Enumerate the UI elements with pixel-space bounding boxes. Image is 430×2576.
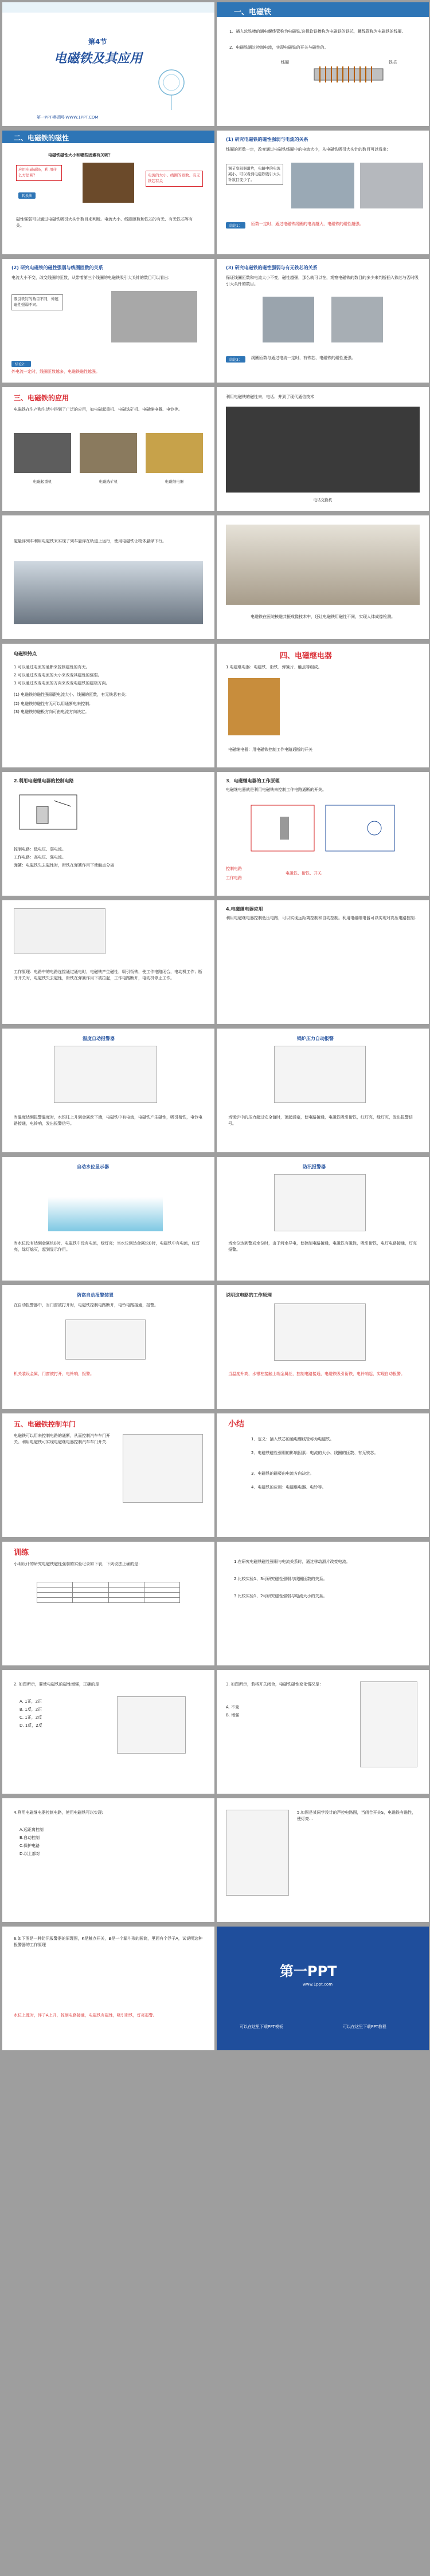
pressure-text: 当锅炉中的压力超过安全值时，顶起活塞，使电路接通，电磁铁吸引衔铁，红灯亮，绿灯灭，发出报警信号。 xyxy=(228,1115,413,1126)
method-tag: 转换法 xyxy=(18,192,36,199)
slide-heading: 2.利用电磁继电器的控制电路 xyxy=(14,778,74,783)
coil-label: 线圈 xyxy=(281,60,289,65)
exercise-text: 小明设计的研究电磁铁磁性强弱的实验记录如下表，下列说法正确的是： xyxy=(14,1562,142,1566)
switchboard-photo xyxy=(226,407,420,493)
slide-heading: 防盗自动报警装置 xyxy=(77,1293,114,1298)
option-c: C. 1正，2反 xyxy=(19,1715,42,1720)
apparatus-photo xyxy=(83,163,134,203)
slide-question-3 xyxy=(217,1670,429,1794)
slide-heading: 3．电磁继电器的工作原理 xyxy=(226,778,280,783)
control-text: 2．电磁铁通过控制电流，实现电磁铁的开关与磁性的。 xyxy=(229,45,329,50)
decor-strip xyxy=(2,2,214,13)
conclusion-text: 磁性强弱可以通过电磁铁吸引大头针数目来判断。电流大小、线圈匝数和铁芯的有无、有无铁芯等有关。 xyxy=(16,217,193,228)
slide-heading: 三、电磁铁的应用 xyxy=(14,394,69,402)
car-door-diagram xyxy=(123,1434,203,1503)
slide-telephone xyxy=(217,387,429,511)
question-diagram xyxy=(226,1810,289,1896)
principle-text: 电磁继电器就是利用电磁铁来控制工作电路通断的开关。 xyxy=(226,787,326,792)
experiment-photo-1 xyxy=(263,297,314,342)
car-door-text: 电磁铁可以用来控制电路的通断，从而控制汽车车门开关。利用电磁铁可实现电磁继电器控制汽车车门开关. xyxy=(14,1433,110,1444)
question-text: 6.如下图是一种防汛报警器的原理图，K是触点开关，B是一个漏斗形的圆筒，里面有个浮子A，试说明这种报警器的工作原理 xyxy=(14,1936,202,1947)
mri-text: 电磁铁在医院核磁共振成像技术中，还让电磁铁用磁性不同，实现人体成像检测。 xyxy=(251,615,395,619)
experiment-photo-2 xyxy=(360,163,423,208)
answer-text: 水位上涨时，浮子A上升，控制电路接通，电磁铁有磁性，吸引衔铁，灯亮报警。 xyxy=(14,2013,157,2018)
work-text: 工作电路：高电压、强电流。 xyxy=(14,855,66,860)
option-c: C.保护电路 xyxy=(19,1844,40,1848)
brand-url: www.1ppt.com xyxy=(303,1982,333,1987)
relay-caption: 电磁继电器：用电磁铁控制工作电路通断的开关 xyxy=(228,747,312,752)
slide-mri xyxy=(217,515,429,639)
question-text: 3. 如图所示，若将开关闭合，电磁铁磁性变化情况是： xyxy=(226,1682,323,1687)
question-text: 5.如图是某同学设计的声控电路图，当闭合开关S，电磁铁有磁性，使灯亮... xyxy=(297,1810,416,1821)
slide-relay-use xyxy=(217,900,429,1024)
experiment-text: 电流大小不变，改变线圈的匝数，从带着第三个线圈的电磁铁吸引大头针的数目可以看出： xyxy=(11,275,172,280)
spring-text: 弹簧：电磁铁失去磁性时，衔铁在弹簧作用下使触点分离 xyxy=(14,863,114,868)
slide-electromagnet xyxy=(217,2,429,126)
slide-car-door xyxy=(2,1413,214,1537)
feature-3: 3.可以通过改变电流的方向来改变电磁铁的磁极方向。 xyxy=(14,681,110,686)
conclusion-text: 匝数一定时，通过电磁铁线圈的电流越大，电磁铁的磁性越强。 xyxy=(251,222,363,226)
slide-explain-circuit xyxy=(217,1285,429,1409)
option-a: A. 1正，2正 xyxy=(19,1699,42,1704)
answer-2: 2.比较实验1、3可研究磁性强弱与线圈匝数的关系。 xyxy=(234,1577,327,1581)
mri-photo xyxy=(226,525,420,605)
experiment-photo xyxy=(111,291,197,342)
slide-work-principle xyxy=(2,900,214,1024)
conclusion-text: 外电流一定时，线圈匝数越多，电磁铁磁性越强。 xyxy=(11,369,100,374)
work-diagram xyxy=(14,908,105,954)
slide-summary xyxy=(217,1413,429,1537)
alarm-diagram xyxy=(54,1046,157,1103)
slide-heading: 五、电磁铁控制车门 xyxy=(14,1420,76,1428)
explain-answer: 当温度升高，水银柱接触上端金属丝，控制电路接通，电磁铁吸引衔铁，电铃响起，实现自动报警。 xyxy=(228,1372,405,1376)
slide-features xyxy=(2,644,214,767)
conclusion-tag: 结论3： xyxy=(226,356,245,363)
slide-burglar-alarm xyxy=(2,1285,214,1409)
experiment-photo-2 xyxy=(331,297,383,342)
relay-photo xyxy=(228,678,280,735)
core-label: 铁芯 xyxy=(389,60,397,65)
control-label: 控制电路 xyxy=(226,866,242,871)
slide-temp-alarm xyxy=(2,1029,214,1152)
relay-caption: 电磁继电器 xyxy=(165,479,184,484)
conclusion-tag: 结论2： xyxy=(11,361,31,367)
slide-heading: 电磁铁特点 xyxy=(14,651,37,656)
dandelion-illustration xyxy=(146,60,197,111)
summary-4: 4．电磁铁的应用：电磁继电器、电铃等。 xyxy=(251,1485,326,1490)
control-text: 控制电路：低电压、弱电流。 xyxy=(14,847,66,852)
water-text: 当水位没有达到金属块B时，电磁铁中没有电流，绿灯亮；当水位到达金属块B时，电磁铁中有电流，红灯亮，绿灯熄灭，起到显示作用。 xyxy=(14,1241,200,1252)
slide-heading: 小结 xyxy=(228,1420,244,1429)
slide-cover xyxy=(2,2,214,126)
slide-turns-relation xyxy=(2,259,214,383)
crane-photo xyxy=(14,433,71,473)
option-d: D.以上都对 xyxy=(19,1852,40,1856)
slide-applications xyxy=(2,387,214,511)
slide-heading: 温度自动报警器 xyxy=(83,1036,115,1041)
template-link[interactable]: 可以在这里下载PPT模板 xyxy=(240,2024,283,2029)
explain-diagram xyxy=(274,1303,366,1361)
telephone-text: 利用电磁铁的磁性来，电话、并到了现代通信技术 xyxy=(226,395,314,399)
option-b: B. 1反，2正 xyxy=(19,1707,42,1712)
conclusion-text: 线圈匝数与通过电流一定时，有铁芯，电磁铁的磁性更强。 xyxy=(251,356,355,360)
experiment-text: 线圈的匝数一定，改变通过电磁铁线圈中的电流大小，从电磁铁吸引大头针的数目可以看出： xyxy=(226,147,390,152)
slide-exercise xyxy=(2,1542,214,1665)
slide-heading: 二、电磁铁的磁性 xyxy=(14,134,69,142)
slide-heading: 锅炉压力自动报警 xyxy=(297,1036,334,1041)
answer-3: 3.比较实验1、2可研究磁性强弱与电流大小的关系。 xyxy=(234,1594,327,1598)
slide-question-5 xyxy=(217,1798,429,1922)
question-diagram xyxy=(360,1681,417,1767)
burglar-text: 在自动报警器中，当门窗被打开时，电磁铁控制电路断开，电铃电路接通，报警。 xyxy=(14,1303,158,1307)
slide-flood-alarm xyxy=(217,1157,429,1281)
question-text: 电磁铁磁性大小和哪些因素有关呢？ xyxy=(48,153,112,157)
slide-heading: (1) 研究电磁铁的磁性强弱与电流的关系 xyxy=(226,137,308,142)
slide-relay xyxy=(217,644,429,767)
pressure-diagram xyxy=(274,1046,366,1103)
slide-relay-principle xyxy=(217,772,429,896)
circuit-diagram xyxy=(14,789,83,835)
relay-photo xyxy=(146,433,203,473)
slide-heading: 4.电磁继电器应用 xyxy=(226,907,263,912)
option-a: A. 不变 xyxy=(226,1705,240,1710)
summary-1: 1．定义：插入铁芯的通电螺线管称为电磁铁。 xyxy=(251,1437,334,1441)
slide-heading: 自动水位显示器 xyxy=(77,1164,109,1169)
slide-core-relation xyxy=(217,259,429,383)
answer-1: 1.在研究电磁铁磁性强弱与电流关系时，通过移动滑片改变电流。 xyxy=(234,1559,350,1564)
option-d: D. 1反，2反 xyxy=(19,1723,42,1728)
feature-5: (2) 电磁铁的磁性有无可以用通断电来控制； xyxy=(14,702,93,706)
feature-6: (3) 电磁铁的磁极方向可由电流方向决定。 xyxy=(14,710,89,714)
burglar-answer: 机关装设金属，门窗被打开，电铃响，报警。 xyxy=(14,1372,94,1376)
slide-question-6 xyxy=(2,1927,214,2050)
work-text: 工作原理：电路中的电路连接通过通电时，电磁铁产生磁性，吸引衔铁，使工作电路闭合，电动机工作；断开开关时，电磁铁失去磁性，衔铁在弹簧作用下被拉起，工作电路断开，电动机停止工作。 xyxy=(14,970,202,980)
application-text: 电磁铁在生产和生活中得到了广泛的应用，如电磁起重机、电磁选矿机、电磁继电器、电铃等。 xyxy=(14,407,182,412)
separator-caption: 电磁选矿机 xyxy=(99,479,118,484)
slide-exercise-answers xyxy=(217,1542,429,1665)
principle-diagram xyxy=(245,799,400,857)
maglev-text: 磁悬浮列车利用电磁铁来实现了列车悬浮在轨道上运行，使用电磁铁让物体悬浮下行。 xyxy=(14,539,166,543)
brand-name: 第一PPT xyxy=(280,1963,337,1979)
work-label: 工作电路 xyxy=(226,876,242,880)
flood-text: 当水位达到警戒水位时，由于河水导电，使控制电路接通，电磁铁有磁性，吸引衔铁，电灯电路接通，灯亮报警。 xyxy=(228,1241,417,1252)
slide-control-circuit xyxy=(2,772,214,896)
slide-heading: (2) 研究电磁铁的磁性强弱与线圈匝数的关系 xyxy=(11,265,103,270)
water-diagram xyxy=(48,1174,163,1231)
slide-heading: 防汛报警器 xyxy=(303,1164,326,1169)
hint-box: 调节变阻器滑片，电路中的电流减小，可以看到电磁铁吸引大头针数目变少了。 xyxy=(226,164,283,185)
question-text: 4.利用电磁继电器控制电路，使用电磁铁可以实现: xyxy=(14,1810,104,1815)
question-text: 2. 如图所示，要使电磁铁的磁性增强，正确的是 xyxy=(14,1682,99,1687)
summary-3: 3．电磁铁的磁极由电流方向决定。 xyxy=(251,1471,314,1476)
experiment-text: 保证线圈匝数和电流大小不变，磁性越强，那么就可以在，观察电磁铁的数目的多少来判断插入铁芯与否时吸引大头针的数目。 xyxy=(226,275,419,286)
option-b: B.自动控制 xyxy=(19,1836,40,1840)
alarm-text: 当温度达到报警温度时，水银柱上升到金属丝下端，电磁铁中有电流，电磁铁产生磁性，吸引衔铁，电铃电路接通，电铃响，发出报警信号。 xyxy=(14,1115,202,1126)
slide-pressure-alarm xyxy=(217,1029,429,1152)
slide-heading: 说明这电路的工作原理 xyxy=(226,1293,272,1298)
slide-heading: 一、电磁铁 xyxy=(234,8,272,17)
slide-heading: 四、电磁继电器 xyxy=(280,652,333,660)
site-footer: 第一PPT模板网-WWW.1PPT.COM xyxy=(37,115,99,120)
coil-illustration xyxy=(297,57,400,92)
flood-diagram xyxy=(274,1174,366,1231)
experiment-table xyxy=(37,1582,180,1603)
slide-question-4 xyxy=(2,1798,214,1922)
component-label: 电磁铁、衔铁、开关 xyxy=(286,871,322,876)
slide-water-level xyxy=(2,1157,214,1281)
hint-box: 吸引铁钉的数目不同，伸展磁性强弱不同。 xyxy=(11,294,63,310)
tutorial-link[interactable]: 可以在这里下载PPT教程 xyxy=(343,2024,386,2029)
slide-maglev xyxy=(2,515,214,639)
option-b: B. 增强 xyxy=(226,1713,240,1718)
question-diagram xyxy=(117,1696,186,1754)
conclusion-tag: 结论1： xyxy=(226,222,245,229)
slide-heading: 训练 xyxy=(14,1549,29,1557)
feature-4: (1) 电磁铁的磁性强弱跟电流大小、线圈的匝数，有无铁芯有关； xyxy=(14,692,130,697)
feature-2: 2.可以通过改变电流的大小来改变其磁性的强弱。 xyxy=(14,673,102,678)
separator-photo xyxy=(80,433,137,473)
slide-magnetism xyxy=(2,131,214,254)
experiment-photo-1 xyxy=(291,163,354,208)
use-text: 利用电磁继电器控制低压电路，可以实现远距离控制和自动控制。利用电磁继电器可以实现对高压电路控制. xyxy=(226,916,416,920)
relay-text: 1.电磁继电器：电磁铁、衔铁、弹簧片、触点等组成。 xyxy=(226,665,322,669)
slide-current-relation xyxy=(217,131,429,254)
slide-question-2 xyxy=(2,1670,214,1794)
photo-caption: 电话交换机 xyxy=(313,498,333,502)
summary-2: 2．电磁铁磁性强弱的影响因素：电流的大小、线圈的匝数、有无铁芯。 xyxy=(251,1451,378,1455)
burglar-diagram xyxy=(65,1319,146,1360)
feature-1: 1.可以通过电流的通断来控制磁性的有无。 xyxy=(14,665,90,669)
section-label: 第4节 xyxy=(88,38,107,46)
slide-brand xyxy=(217,1927,429,2050)
option-a: A.远距离控制 xyxy=(19,1827,44,1832)
hint-box: 应用电磁磁场，利 用什么方法呢？ xyxy=(16,165,62,181)
slide-heading: (3) 研究电磁铁的磁性强弱与有无铁芯的关系 xyxy=(226,265,318,270)
factor-box: 电流的大小、线圈的匝数、有无铁芯有关 xyxy=(146,171,203,187)
maglev-photo xyxy=(14,561,203,624)
cover-title: 电磁铁及其应用 xyxy=(54,52,143,66)
crane-caption: 电磁起重机 xyxy=(33,479,52,484)
definition-text: 1．插入软铁棒的通电螺线管称为电磁铁.这根软铁棒称为电磁铁的铁芯，螺线管称为电磁铁的线圈. xyxy=(229,29,403,34)
